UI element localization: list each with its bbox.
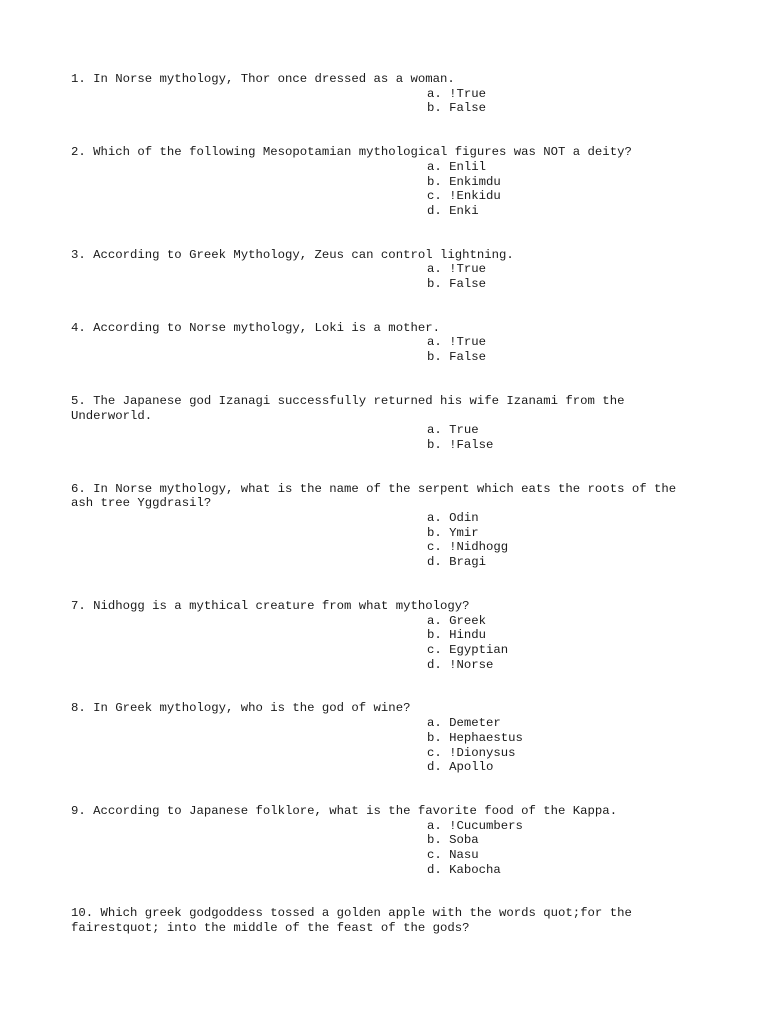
answer-option: d. Enki bbox=[427, 203, 479, 218]
question-7 bbox=[71, 599, 701, 673]
answer-option: a. Greek bbox=[427, 613, 487, 628]
answer-option: a. Demeter bbox=[427, 716, 501, 731]
answer-options bbox=[71, 423, 701, 452]
answer-option: d. Apollo bbox=[427, 760, 494, 775]
answer-options bbox=[71, 262, 701, 291]
question-1 bbox=[71, 72, 701, 116]
answer-option: a. True bbox=[427, 423, 479, 438]
answer-option: a. !True bbox=[427, 86, 487, 101]
question-4 bbox=[71, 321, 701, 365]
question-text: 4. According to Norse mythology, Loki is a mother. bbox=[71, 320, 440, 335]
answer-options bbox=[71, 614, 701, 673]
answer-option: b. Ymir bbox=[427, 525, 479, 540]
answer-option: a. !Cucumbers bbox=[427, 818, 523, 833]
question-text: 7. Nidhogg is a mythical creature from what mythology? bbox=[71, 598, 470, 613]
answer-option: b. Hephaestus bbox=[427, 730, 523, 745]
answer-option: b. !False bbox=[427, 437, 494, 452]
question-6 bbox=[71, 482, 701, 570]
question-text: 6. In Norse mythology, what is the name of the serpent which eats the roots of the ash tree Yggdrasil? bbox=[71, 481, 684, 511]
question-text: 9. According to Japanese folklore, what is the favorite food of the Kappa. bbox=[71, 803, 618, 818]
answer-option: a. Enlil bbox=[427, 159, 487, 174]
answer-option: b. False bbox=[427, 101, 487, 116]
question-text: 3. According to Greek Mythology, Zeus can control lightning. bbox=[71, 247, 514, 262]
answer-options bbox=[71, 160, 701, 219]
answer-options bbox=[71, 819, 701, 878]
question-8 bbox=[71, 701, 701, 775]
answer-option: c. !Dionysus bbox=[427, 745, 516, 760]
question-text: 1. In Norse mythology, Thor once dressed as a woman. bbox=[71, 72, 455, 86]
answer-option: d. Bragi bbox=[427, 555, 487, 570]
answer-option: b. Hindu bbox=[427, 628, 487, 643]
answer-option: c. !Nidhogg bbox=[427, 540, 509, 555]
answer-option: d. Kabocha bbox=[427, 862, 501, 877]
question-text: 8. In Greek mythology, who is the god of wine? bbox=[71, 701, 411, 716]
answer-option: c. !Enkidu bbox=[427, 189, 501, 204]
answer-option: d. !Norse bbox=[427, 657, 494, 672]
answer-options bbox=[71, 511, 701, 570]
answer-options bbox=[71, 335, 701, 364]
answer-options bbox=[71, 716, 701, 775]
answer-option: c. Egyptian bbox=[427, 642, 509, 657]
answer-option: b. False bbox=[427, 350, 487, 365]
question-2 bbox=[71, 145, 701, 219]
answer-option: a. !True bbox=[427, 262, 487, 277]
question-text: 10. Which greek godgoddess tossed a golden apple with the words quot;for the fairestquot; into the middle of the feast of the gods? bbox=[71, 906, 640, 936]
question-5 bbox=[71, 394, 701, 453]
answer-option: b. Soba bbox=[427, 833, 479, 848]
answer-options bbox=[71, 87, 701, 116]
answer-option: a. Odin bbox=[427, 511, 479, 526]
quiz-document bbox=[71, 72, 701, 965]
question-3 bbox=[71, 248, 701, 292]
answer-option: b. False bbox=[427, 277, 487, 292]
answer-option: c. Nasu bbox=[427, 848, 479, 863]
question-text: 2. Which of the following Mesopotamian mythological figures was NOT a deity? bbox=[71, 145, 632, 160]
answer-option: a. !True bbox=[427, 335, 487, 350]
answer-option: b. Enkimdu bbox=[427, 174, 501, 189]
question-10 bbox=[71, 906, 701, 935]
question-9 bbox=[71, 804, 701, 878]
question-text: 5. The Japanese god Izanagi successfully returned his wife Izanami from the Underworld. bbox=[71, 393, 632, 423]
